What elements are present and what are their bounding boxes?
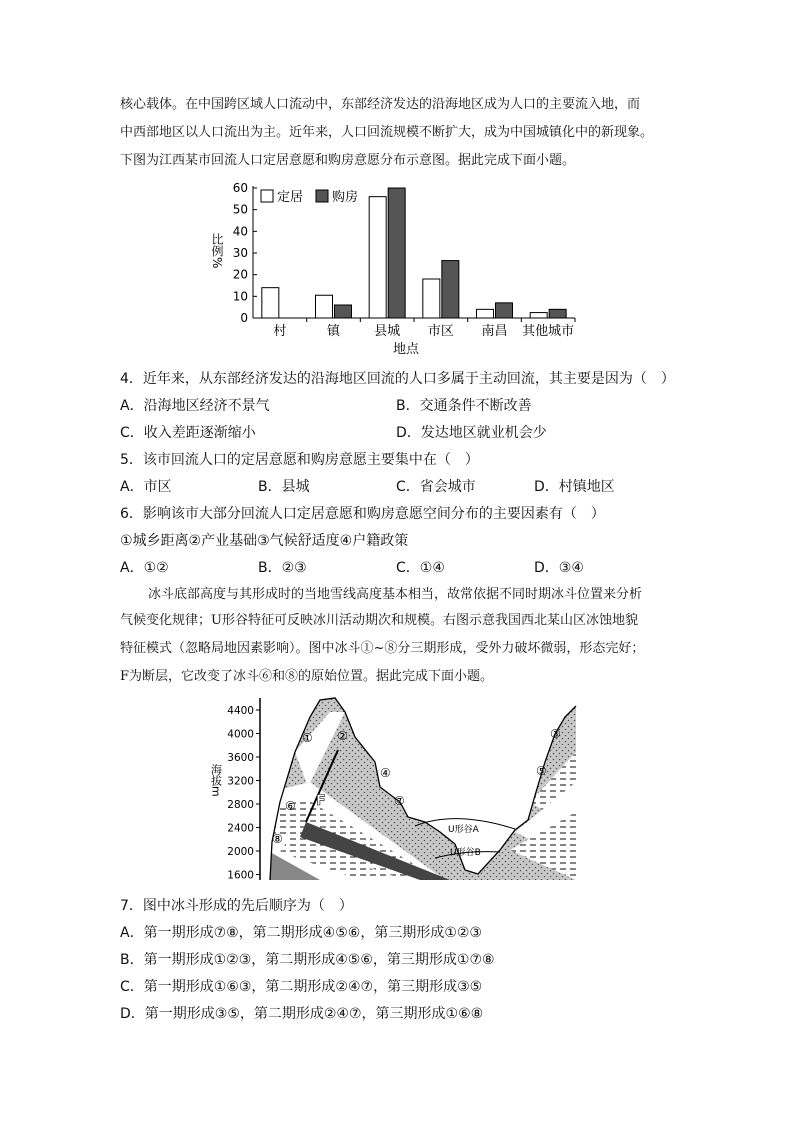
cirque-4: ④ xyxy=(380,766,391,780)
q4-option-c[interactable]: C．收入差距逐渐缩小 xyxy=(120,425,256,441)
q6-option-d[interactable]: D．③④ xyxy=(534,560,584,576)
x-tick-label: 镇 xyxy=(326,324,341,339)
y-tick-label: 60 xyxy=(232,181,248,195)
x-tick-label: 县城 xyxy=(374,324,401,339)
x-tick-label: 其他城市 xyxy=(522,324,575,339)
bar-settle xyxy=(423,279,440,318)
altitude-tick-label: 2000 xyxy=(227,846,254,858)
bar-settle xyxy=(262,288,279,318)
x-tick-label: 村 xyxy=(273,324,287,339)
y-tick-label: 50 xyxy=(232,202,248,217)
intro-line-3: 下图为江西某市回流人口定居意愿和购房意愿分布示意图。据此完成下面小题。 xyxy=(120,153,576,168)
bar-settle xyxy=(369,197,386,318)
altitude-tick-label: 4000 xyxy=(227,728,254,741)
altitude-tick-label: 2800 xyxy=(227,799,254,811)
legend-label-settle: 定居 xyxy=(277,190,304,205)
altitude-tick-label: 2400 xyxy=(227,822,254,835)
q5-option-a[interactable]: A．市区 xyxy=(120,479,172,495)
intro-line-2: 中西部地区以人口流出为主。近年来，人口回流规模不断扩大，成为中国城镇化中的新现象。 xyxy=(120,125,654,140)
q6-option-a[interactable]: A．①② xyxy=(120,560,169,576)
q7-option-d[interactable]: D．第一期形成③⑤，第二期形成②④⑦，第三期形成①⑥⑧ xyxy=(120,1006,484,1022)
intro2-line-1: 冰斗底部高度与其形成时的当地雪线高度基本相当，故常依据不同时期冰斗位置来分析 xyxy=(148,587,643,602)
q4-option-d[interactable]: D．发达地区就业机会少 xyxy=(396,425,547,441)
q6-items: ①城乡距离②产业基础③气候舒适度④户籍政策 xyxy=(120,533,409,549)
y-tick-label: 20 xyxy=(232,267,248,282)
y-tick-label: 30 xyxy=(232,246,248,260)
altitude-tick-label: 1600 xyxy=(227,869,254,882)
altitude-tick-label: 4400 xyxy=(227,705,254,717)
bar-buy xyxy=(549,309,566,318)
q6-option-b[interactable]: B．②③ xyxy=(258,560,307,576)
x-tick-label: 市区 xyxy=(427,324,454,339)
legend-swatch-settle xyxy=(261,190,273,202)
cirque-6: ⑥ xyxy=(285,799,296,813)
q4-option-a[interactable]: A．沿海地区经济不景气 xyxy=(120,398,270,414)
y-tick-label: 0 xyxy=(240,311,248,325)
cirque-8: ⑧ xyxy=(272,832,283,846)
bar-buy xyxy=(496,303,513,318)
u-valley-a-label: U形谷A xyxy=(448,825,479,835)
bar-settle xyxy=(530,313,547,318)
q7-option-b[interactable]: B．第一期形成①②③，第二期形成④⑤⑥，第三期形成①⑦⑧ xyxy=(120,952,495,968)
fault-label: F xyxy=(316,793,326,809)
cirque-5: ⑤ xyxy=(536,764,547,778)
bar-buy xyxy=(335,305,352,318)
q7-option-a[interactable]: A．第一期形成⑦⑧，第二期形成④⑤⑥，第三期形成①②③ xyxy=(120,925,482,941)
bar-buy xyxy=(388,188,405,318)
q4-option-b[interactable]: B．交通条件不断改善 xyxy=(396,398,532,414)
cirque-3: ③ xyxy=(550,727,561,741)
bar-chart xyxy=(205,178,585,358)
y-tick-label: 10 xyxy=(232,289,248,304)
intro2-line-2: 气候变化规律；U形谷特征可反映冰川活动期次和规模。右图示意我国西北某山区冰蚀地貌 xyxy=(120,613,638,628)
bar-settle xyxy=(477,309,494,318)
legend-label-buy: 购房 xyxy=(332,190,359,205)
cirque-2: ② xyxy=(337,729,348,743)
q5-option-b[interactable]: B．县城 xyxy=(258,479,310,495)
diagram-ylabel: 海拔m xyxy=(210,764,223,797)
y-tick-label: 40 xyxy=(232,224,248,239)
cirque-1: ① xyxy=(302,731,313,745)
x-axis-label: 地点 xyxy=(392,342,420,357)
altitude-tick-label: 3200 xyxy=(227,775,254,788)
q5-option-d[interactable]: D．村镇地区 xyxy=(534,479,615,495)
intro2-line-4: F为断层，它改变了冰斗⑥和⑧的原始位置。据此完成下面小题。 xyxy=(120,669,494,684)
q6-stem: 6．影响该市大部分回流人口定居意愿和购房意愿空间分布的主要因素有（ ） xyxy=(120,506,605,522)
q6-option-c[interactable]: C．①④ xyxy=(396,560,445,576)
y-axis-label: 比例% xyxy=(210,233,224,269)
legend-swatch-buy xyxy=(316,190,328,202)
glacial-landform-diagram xyxy=(210,692,580,884)
bar-settle xyxy=(316,295,333,318)
intro2-line-3: 特征模式（忽略局地因素影响）。图中冰斗①~⑧分三期形成，受外力破坏微弱，形态完好； xyxy=(120,641,645,656)
cirque-7: ⑦ xyxy=(394,794,405,808)
q4-stem: 4．近年来，从东部经济发达的沿海地区回流的人口多属于主动回流，其主要是因为（ ） xyxy=(120,371,675,387)
q7-stem: 7．图中冰斗形成的先后顺序为（ ） xyxy=(120,898,353,914)
altitude-tick-label: 3600 xyxy=(227,752,254,764)
q5-option-c[interactable]: C．省会城市 xyxy=(396,479,476,495)
bar-buy xyxy=(442,261,459,318)
intro-line-1: 核心载体。在中国跨区域人口流动中，东部经济发达的沿海地区成为人口的主要流入地，而 xyxy=(120,97,641,112)
q5-stem: 5．该市回流人口的定居意愿和购房意愿主要集中在（ ） xyxy=(120,452,479,468)
x-tick-label: 南昌 xyxy=(481,324,508,339)
u-valley-b-label: U形谷B xyxy=(450,848,481,858)
q7-option-c[interactable]: C．第一期形成①⑥③，第二期形成②④⑦，第三期形成③⑤ xyxy=(120,979,483,995)
